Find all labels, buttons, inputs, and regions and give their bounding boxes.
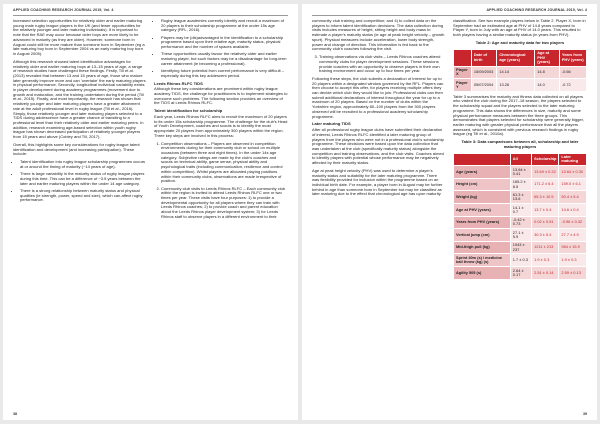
table-row: [454, 166, 587, 179]
table-header: Years from PHV (years): [559, 49, 586, 66]
steps-list-cont: [312, 55, 445, 74]
list-item: • Identifying future potential from current performance is very difficult – especially during this key adolescent period.: [161, 69, 288, 78]
table-header-row: [454, 49, 587, 66]
right-page-column-1: [312, 19, 445, 200]
table-cell: 14.14: [497, 66, 535, 79]
table-header: Date of birth: [471, 49, 497, 66]
table-cell: 1211 ± 213: [532, 241, 559, 254]
paragraph: Although these key considerations are prominent within rugby league academy TIDS, the challenge for practitioners is to implement strategies to overcome such problems. The following section provides an overview of the TIDS at Leeds Rhinos RLFC.: [154, 86, 288, 106]
right-page: [302, 4, 597, 420]
section-heading: Leeds Rhinos RLFC TIDS: [154, 80, 203, 86]
table-cell: 13.64 ± 0.41: [510, 166, 531, 179]
table-header: Age at PHV (years): [535, 49, 560, 66]
table-3-body: [454, 166, 587, 279]
table-caption: Table 2: Age and maturity data for two players: [475, 40, 565, 45]
table-cell: Player Y: [454, 79, 472, 92]
table-cell: Vertical jump (cm): [454, 229, 511, 242]
table-cell: 1.9 ± 0.3: [559, 254, 587, 267]
table-cell: -0.66: [559, 66, 586, 79]
table-cell: Mid-thigh pull (kg): [454, 241, 511, 254]
table-cell: 65.3 ± 10.5: [532, 191, 559, 204]
table-cell: -0.72: [559, 79, 586, 92]
table-cell: 0.02 ± 0.51: [532, 216, 559, 229]
table-header: Chronological age (years): [497, 49, 535, 66]
table-header: Scholarship: [532, 153, 559, 166]
list-item: • Rugby league academies currently identify and recruit a maximum of 20 players to their scholarship programme at the under 15s age category (RFL, 2016).: [161, 19, 288, 33]
list-item: • Talent identification into rugby league scholarship programmes occurs at or around the timing of maturity (~14 years of age).: [20, 160, 146, 169]
page-number: 39: [583, 412, 587, 416]
table-cell: 05/07/2004: [471, 79, 497, 92]
table-cell: Player X: [454, 66, 472, 79]
table-cell: 27.1 ± 5.9: [510, 229, 531, 242]
paragraph: Each year, Leeds Rhinos RLFC aims to recruit the maximum of 20 players to its under 15s scholarship programme. The challenge for the club's Head of Youth Development, coaches and scouts is to identify the most appropriate 20 players from approximately 300 players within the region. Three key steps are involved in this process:: [154, 113, 288, 138]
table-cell: Years from PHV (years): [454, 216, 511, 229]
table-header: [454, 153, 511, 166]
sub-heading: Talent identification for scholarship: [154, 108, 223, 114]
table-cell: 1.9 ± 0.3: [532, 254, 559, 267]
table-cell: 964 ± 15.9: [559, 241, 587, 254]
header-rule: [13, 15, 288, 16]
considerations-list: [13, 160, 146, 203]
table-row: [454, 66, 587, 79]
paragraph: Overall, this highlights some key considerations for rugby league talent identification and development (and increasing participation). These include:: [13, 141, 140, 157]
paragraph: community club training and competition; and 4) to collect data on the players to inform talent identification decisions. The data collection during visits includes measures of height, sitting height and body mass to estimate a player's maturity status (ie age at peak height velocity – growth spurt). Physical measures include acceleration, lower body strength, power and change of direction. This information is fed back to the community club's coaches following the visit.: [312, 18, 445, 52]
table-cell: Height (cm): [454, 178, 511, 191]
table-cell: 13.26: [497, 79, 535, 92]
list-item: • There is a strong relationship between maturity status and physical qualities (ie strength, power, speed and size), which can affect rugby performance.: [20, 189, 146, 203]
steps-list: [154, 142, 288, 220]
paragraph: Age at peak height velocity (PHV) was used to determine a player's maturity status and suitability for the later maturing programme. There was flexibility provided for inclusion within the programme based on an individual birth date. For example, a player born in August may be further behind in age than someone born in September but may be classified as later maturing due to the effect that chronological age has upon maturity: [312, 167, 443, 197]
considerations-list-cont: [154, 19, 288, 79]
table-row: [454, 191, 587, 204]
left-page: [3, 4, 298, 420]
left-page-column-2: [154, 19, 288, 222]
section-heading: Later maturing TIDS: [312, 121, 351, 127]
right-page-column-2: [453, 19, 587, 283]
table-cell: 2.59 ± 0.13: [559, 266, 587, 279]
table-cell: Weight (kg): [454, 191, 511, 204]
table-caption: Table 3: Data comparisons between all, scholarship and later maturing players: [461, 139, 579, 149]
table-cell: 14.1 ± 0.7: [510, 203, 531, 216]
table-cell: 14.8: [535, 66, 560, 79]
table-2: [453, 49, 587, 92]
paragraph: Following these steps, the club submits a declaration of interest for up to 20 players within a designated window governed by the RFL. Players can then choose to accept this offer, for players receiving multiple offers they can decide which club they would like to join. Professional clubs can then submit additional declarations of interest throughout the year for up to a maximum of 20 players. Based on the number of clubs within the Yorkshire region, approximately 80–100 players from the 300 players observed will be recruited to a professional academy scholarship programme.: [312, 75, 444, 119]
table-cell: 14.0: [535, 79, 560, 92]
left-page-column-1: [13, 19, 146, 206]
table-cell: 2.51 ± 0.14: [532, 266, 559, 279]
table-cell: Agility 505 (s): [454, 266, 511, 279]
table-cell: 1043 ± 237: [510, 241, 531, 254]
table-cell: -0.96 ± 0.32: [559, 216, 587, 229]
running-header: APPLIED COACHING RESEARCH JOURNAL 2019, Vol. 4: [486, 8, 587, 12]
page-number: 38: [13, 412, 17, 416]
table-cell: 14.6 ± 0.4: [559, 203, 587, 216]
table-cell: 13.64 ± 0.30: [559, 166, 587, 179]
paragraph: Although this research showed talent identification advantages for relatively older and earlier maturing boys at 13–15 years of age, a range of research studies have challenged these findings. Firstly, Till et al. (2013) revealed that between 13 and 15 years of age, those who mature later generally improve more and can 'overtake' the early maturing players in physical performance. Secondly, longitudinal individual variability exists in player development during academy programmes (movement due to growth and maturation, and the training undertaken during the period (Till et al., 2015). Finally, and most importantly, the research has shown that relatively younger and later maturing players have a greater attainment rate at the adult professional level in rugby league (Till et al., 2016). Simply, those relatively younger and later maturing players selected to a TIDS during adolescence have a greater chance of transiting to a professional level than their relatively older and earlier maturing peers. In addition, research examining age-based selection within youth rugby league has shown decreased participation of relatively younger players from 15 years and above (Cobley and Till, 2017).: [13, 58, 146, 140]
header-rule: [312, 15, 587, 16]
table-cell: 171.2 ± 6.4: [532, 178, 559, 191]
list-item: 1. Competition observations – Players are observed in competition environments during for their community club or school on multiple occasions (between three and eight times). In the under 14s age category. Subjective ratings are made by the club's coaches and scouts on technical ability, game sense, physical ability and psychological traits (including communication, resilience and control within competition). Whilst players are allocated playing positions within their community clubs, observations are made irrespective of position.: [161, 142, 288, 184]
table-cell: Sprint 40m (s) / medicine ball throw (kg) (s): [454, 254, 511, 267]
table-cell: 30.3 ± 5.4: [532, 229, 559, 242]
table-row: [454, 203, 587, 216]
table-header: Later maturing: [559, 153, 587, 166]
table-cell: 50.4 ± 5.4: [559, 191, 587, 204]
paragraph: increased selection opportunities for relatively older and earlier maturing young male rugby league players in the UK (and fewer opportunities for the relatively younger and later maturing individuals). It is important to note that the RAE may occur because older boys are more likely to be advanced in maturity (as they are older). However, someone born in August could still be more mature than someone born in September (eg a late maturing boy born in September 2004 vs an early maturing boy born in August 2005).: [13, 18, 145, 56]
list-item: 3. Training observations via club visits – Leeds Rhinos coaches attend community clubs for player development sessions. These sessions provide coaches with an opportunity to observe players in their own training environment and occur up to four times per year.: [319, 55, 445, 74]
table-cell: 27.7 ± 4.9: [559, 229, 587, 242]
running-header: APPLIED COACHING RESEARCH JOURNAL 2019, Vol. 4: [13, 8, 114, 12]
paragraph: Table 3 summarises the maturity and fitness data collected on all players who visited the club during the 2017–18 season, the players selected to the scholarship squad and the players selected to the later maturing programme. This data shows the differences in size, maturity and some physical performance measures between the three groups. This demonstrates that players selected for scholarship were generally bigger, earlier maturing with greater physical performance than all the players assessed, which is consistent with previous research findings in rugby league (eg Till et al., 2010a).: [453, 93, 584, 137]
table-cell: 15/09/2003: [471, 66, 497, 79]
table-cell: Age at PHV (years): [454, 203, 511, 216]
table-cell: 13.7 ± 0.4: [532, 203, 559, 216]
table-header: [454, 49, 472, 66]
paragraph: After all professional rugby league clubs have submitted their declaration of interest, Leeds Rhinos RLFC identified a later maturing group of players from the players who were not in a professional club's scholarship programme. These decisions were based upon the data collection that was undertaken at the club (specifically maturity status) alongside the competition and training observations, and the club visits. Coaches aimed to identify players with potential whose performance may be negatively affected by their maturity status.: [312, 127, 444, 166]
list-item: 2. Community club visits to Leeds Rhinos RLFC – Each community club within the region is invited to attend Leeds Rhinos RLFC one or two times per year. These visits have four purposes: 1) to provide a developmental opportunity for all players where they can train with Leeds Rhinos coaches; 2) to provide coach and parent education about the Leeds Rhinos player development system; 3) for Leeds Rhinos staff to observe players in a different environment to their: [161, 187, 288, 220]
list-item: • Players may be (dis)advantaged in the identification to a scholarship programme based upon their relative age, maturity status, physical performance and the number of spaces available.: [161, 36, 288, 50]
table-row: [454, 178, 587, 191]
table-cell: 13.69 ± 0.32: [532, 166, 559, 179]
table-row: [454, 216, 587, 229]
table-header-row: [454, 153, 587, 166]
table-row: [454, 241, 587, 254]
table-row: [454, 229, 587, 242]
table-cell: 159.0 ± 6.1: [559, 178, 587, 191]
table-cell: 2.64 ± 0.17: [510, 266, 531, 279]
table-header: All: [510, 153, 531, 166]
table-cell: Age (years): [454, 166, 511, 179]
table-row: [454, 79, 587, 92]
table-row: [454, 254, 587, 267]
list-item: • There is large variability in the maturity status of rugby league players during this time. This can be a difference of ~3.5 years between the later and earlier maturing players within the under 14 age category.: [20, 172, 146, 186]
table-cell: 1.7 ± 0.3: [510, 254, 531, 267]
table-3: [453, 153, 587, 280]
table-cell: -0.42 ± 0.73: [510, 216, 531, 229]
table-cell: 165.2 ± 8.5: [510, 178, 531, 191]
table-row: [454, 266, 587, 279]
table-cell: 61.3 ± 13.6: [510, 191, 531, 204]
paragraph: classification. See two example players below in Table 2. Player X, born in September had an estimated age at PHV of 14.8 years compared to Player Y, born in July with an age at PHV of 14.0 years. This resulted in both players having a similar maturity status (in years from PHV).: [453, 18, 586, 38]
list-item: • These opportunities usually favour the relatively older and earlier maturing player, but such factors may be a disadvantage for long-term career attainment (ie becoming a professional).: [161, 52, 288, 66]
